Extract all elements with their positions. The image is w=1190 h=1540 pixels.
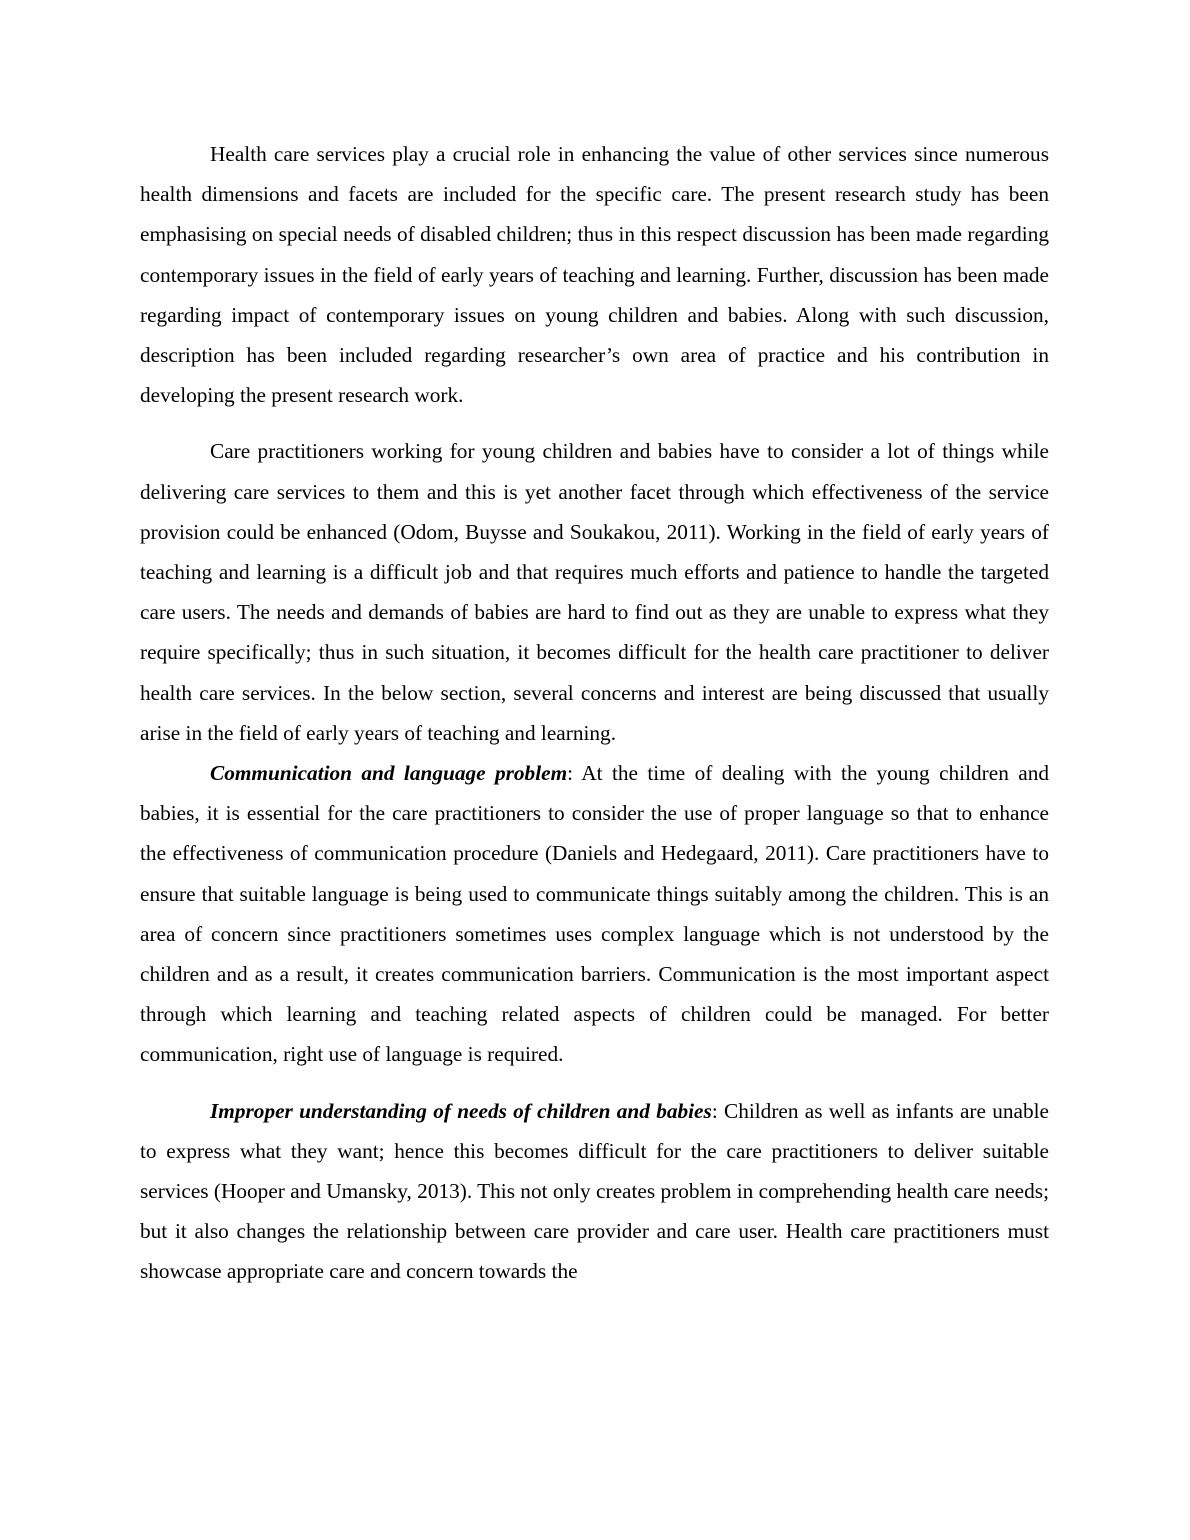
paragraph-text: Care practitioners working for young children and babies have to consider a lot of things while delivering care services to them and this is yet another facet through which effectiveness of the service provision could be enhanced (Odom, Buysse and Soukakou, 2011). Working in the field of early years of teaching and learning is a difficult job and that requires much efforts and patience to handle the targeted care users. The needs and demands of babies are hard to find out as they are unable to express what they require specifically; thus in such situation, it becomes difficult for the health care practitioner to deliver health care services. In the below section, several concerns and interest are being discussed that usually arise in the field of early years of teaching and learning. [140, 439, 1049, 745]
paragraph-care-practitioners [140, 431, 1049, 753]
paragraph-improper-understanding [140, 1091, 1049, 1292]
paragraph-communication-language [140, 753, 1049, 1075]
paragraph-text: : At the time of dealing with the young children and babies, it is essential for the care practitioners to consider the use of proper language so that to enhance the effectiveness of communication procedure (Daniels and Hedegaard, 2011). Care practitioners have to ensure that suitable language is being used to communicate things suitably among the children. This is an area of concern since practitioners sometimes uses complex language which is not understood by the children and as a result, it creates communication barriers. Communication is the most important aspect through which learning and teaching related aspects of children could be managed. For better communication, right use of language is required. [140, 761, 1049, 1067]
paragraph-lead-heading: Communication and language problem [210, 761, 568, 786]
paragraph-introduction [140, 134, 1049, 415]
paragraph-text: : Children as well as infants are unable to express what they want; hence this becomes difficult for the care practitioners to deliver suitable services (Hooper and Umansky, 2013). This not only creates problem in comprehending health care needs; but it also changes the relationship between care provider and care user. Health care practitioners must showcase appropriate care and concern towards the [140, 1098, 1049, 1284]
paragraph-text: Health care services play a crucial role in enhancing the value of other services since numerous health dimensions and facets are included for the specific care. The present research study has been emphasising on special needs of disabled children; thus in this respect discussion has been made regarding contemporary issues in the field of early years of teaching and learning. Further, discussion has been made regarding impact of contemporary issues on young children and babies. Along with such discussion, description has been included regarding researcher’s own area of practice and his contribution in developing the present research work. [140, 142, 1049, 408]
document-page [140, 134, 1049, 1292]
paragraph-lead-heading: Improper understanding of needs of children and babies [210, 1098, 712, 1123]
